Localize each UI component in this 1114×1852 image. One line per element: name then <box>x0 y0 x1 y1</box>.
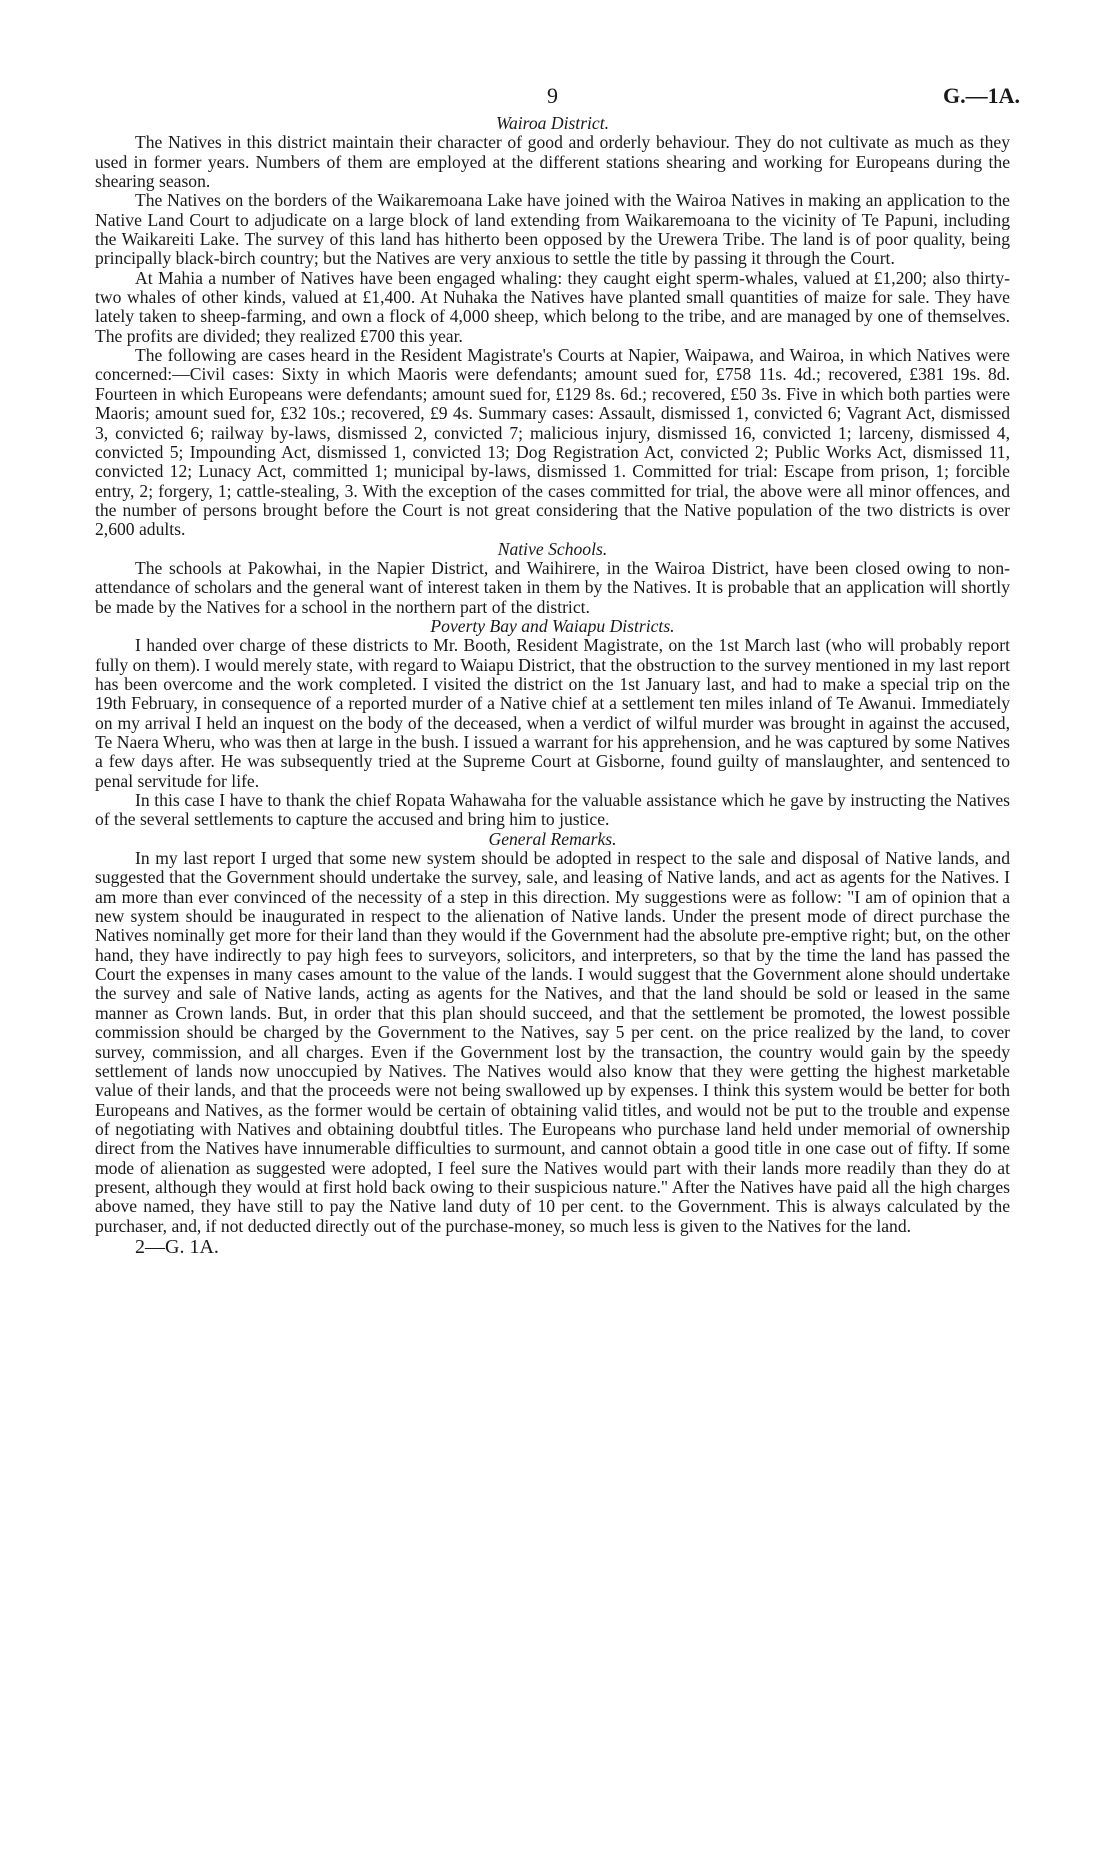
paragraph: The Natives on the borders of the Waikaremoana Lake have joined with the Wairoa Natives in making an application to the Native Land Court to adjudicate on a large block of land extending from Waikaremoana to the vicinity of Te Papuni, including the Waikareiti Lake. The survey of this land has hitherto been opposed by the Urewera Tribe. The land is of poor quality, being principally black-birch country; but the Natives are very anxious to settle the title by passing it through the Court. <box>95 190 1010 269</box>
section-heading: Poverty Bay and Waiapu Districts. <box>430 615 675 636</box>
section-heading: General Remarks. <box>488 828 617 849</box>
paragraph: The following are cases heard in the Resident Magistrate's Courts at Napier, Waipawa, and Wairoa, in which Natives were concerned:—Civil cases: Sixty in which Maoris were defendants; amount sued for, £758 11s. 4d.; recovered, £381 19s. 8d. Fourteen in which Europeans were defendants; amount sued for, £129 8s. 6d.; recovered, £50 3s. Five in which both parties were Maoris; amount sued for, £32 10s.; recovered, £9 4s. Summary cases: Assault, dismissed 1, convicted 6; Vagrant Act, dismissed 3, convicted 6; railway by-laws, dismissed 2, convicted 7; malicious injury, dismissed 16, convicted 1; larceny, dismissed 4, convicted 5; Impounding Act, dismissed 1, convicted 13; Dog Registration Act, convicted 2; Public Works Act, dismissed 11, convicted 12; Lunacy Act, committed 1; municipal by-laws, dismissed 1. Committed for trial: Escape from prison, 1; forcible entry, 2; forgery, 1; cattle-stealing, 3. With the exception of the cases committed for trial, the above were all minor offences, and the number of persons brought before the Court is not great considering that the Native population of the two districts is over 2,600 adults. <box>95 345 1010 540</box>
section-native-schools <box>95 540 1010 617</box>
section-poverty-bay-waiapu <box>95 617 1010 830</box>
section-heading: Native Schools. <box>497 538 608 559</box>
section-heading: Wairoa District. <box>495 113 610 133</box>
page-header <box>95 70 1020 114</box>
section-general-remarks <box>95 830 1010 1236</box>
paragraph: In my last report I urged that some new system should be adopted in respect to the sale and disposal of Native lands, and suggested that the Government should undertake the survey, sale, and leasing of Native lands, and act as agents for the Natives. I am more than ever convinced of the necessity of a step in this direction. My suggestions were as follow: "I am of opinion that a new system should be inaugurated in respect to the alienation of Native lands. Under the present mode of direct purchase the Natives nominally get more for their land than they would if the Government had the absolute pre-emptive right; but, on the other hand, they have indirectly to pay high fees to surveyors, solicitors, and interpreters, so that by the time the land has passed the Court the expenses in many cases amount to the value of the lands. I would suggest that the Government alone should undertake the survey and sale of Native lands, acting as agents for the Natives, and that the land should be sold or leased in the same manner as Crown lands. But, in order that this plan should succeed, and that the settlement be promoted, the lowest possible commission should be charged by the Government to the Natives, say 5 per cent. on the price realized by the land, to cover survey, commission, and all charges. Even if the Government lost by the transaction, the country would gain by the speedy settlement of lands now unoccupied by Natives. The Natives would also know that they were getting the highest marketable value of their lands, and that the proceeds were not being swallowed up by expenses. I think this system would be better for both Europeans and Natives, as the former would be certain of obtaining valid titles, and would not be put to the trouble and expense of negotiating with Natives and obtaining doubtful titles. The Europeans who purchase land held under memorial of ownership direct from the Natives have innumerable difficulties to surmount, and cannot obtain a good title in one case out of fifty. If some mode of alienation as suggested were adopted, I feel sure the Natives would part with their lands more readily than they do at present, although they would at first hold back owing to their suspicious nature." After the Natives have paid all the high charges above named, they have still to pay the Native land duty of 10 per cent. to the Government. This is always calculated by the purchaser, and, if not deducted directly out of the purchase-money, so much less is given to the Natives for the land. <box>95 848 1010 1236</box>
document-page <box>95 70 1020 1258</box>
paragraph: At Mahia a number of Natives have been engaged whaling: they caught eight sperm-whales, valued at £1,200; also thirty-two whales of other kinds, valued at £1,400. At Nuhaka the Natives have planted small quantities of maize for sale. They have lately taken to sheep-farming, and own a flock of 4,000 sheep, which belong to the tribe, and are managed by one of themselves. The profits are divided; they realized £700 this year. <box>95 267 1010 346</box>
paragraph: The schools at Pakowhai, in the Napier District, and Waihirere, in the Wairoa District, have been closed owing to non-attendance of scholars and the general want of interest taken in them by the Natives. It is probable that an application will shortly be made by the Natives for a school in the northern part of the district. <box>95 557 1010 617</box>
paragraph: The Natives in this district maintain their character of good and orderly behaviour. They do not cultivate as much as they used in former years. Numbers of them are employed at the different stations shearing and working for Europeans during the shearing season. <box>95 132 1010 192</box>
paragraph: I handed over charge of these districts to Mr. Booth, Resident Magistrate, on the 1st March last (who will probably report fully on them). I would merely state, with regard to Waiapu District, that the obstruction to the survey mentioned in my last report has been overcome and the work completed. I visited the district on the 1st January last, and had to make a special trip on the 19th February, in consequence of a reported murder of a Native chief at a settlement ten miles inland of Te Awanui. Immediately on my arrival I held an inquest on the body of the deceased, when a verdict of wilful murder was brought in against the accused, Te Naera Wheru, who was then at large in the bush. I issued a warrant for his apprehension, and he was captured by some Natives a few days after. He was subsequently tried at the Supreme Court at Gisborne, found guilty of manslaughter, and sentenced to penal servitude for life. <box>95 635 1010 791</box>
paragraph: In this case I have to thank the chief Ropata Wahawaha for the valuable assistance which he gave by instructing the Natives of the several settlements to capture the accused and bring him to justice. <box>95 790 1010 830</box>
section-wairoa-district <box>95 114 1010 540</box>
document-code: G.—1A. <box>943 83 1020 108</box>
signature-mark: 2—G. 1A. <box>135 1235 219 1258</box>
page-number: 9 <box>547 83 558 108</box>
